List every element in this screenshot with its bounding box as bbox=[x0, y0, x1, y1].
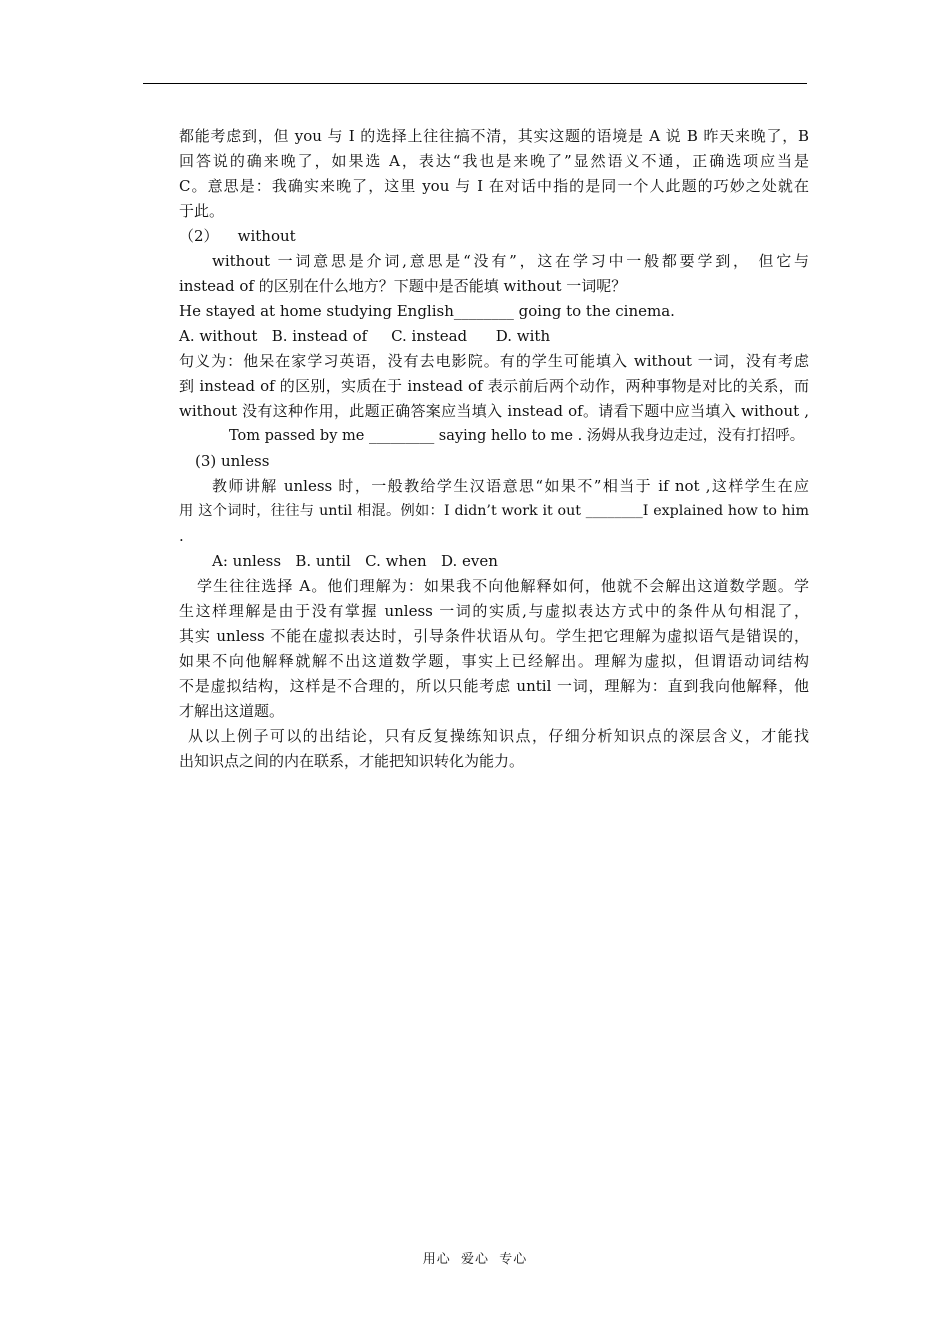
paragraph-line: 句义为：他呆在家学习英语，没有去电影院。有的学生可能填入 without 一词，没有考虑 bbox=[179, 352, 809, 370]
section-heading-without: （2） without bbox=[179, 227, 296, 245]
paragraph-line: instead of 的区别在什么地方？下题中是否能填 without 一词呢？ bbox=[179, 277, 627, 295]
paragraph-line: 出知识点之间的内在联系，才能把知识转化为能力。 bbox=[179, 752, 525, 770]
paragraph-line: C。意思是：我确实来晚了，这里 you 与 I 在对话中指的是同一个人此题的巧妙之处就在 bbox=[179, 177, 809, 195]
paragraph-line: 不是虚拟结构，这样是不合理的，所以只能考虑 until 一词，理解为：直到我向他解释，他 bbox=[179, 677, 809, 695]
document-body bbox=[179, 124, 809, 774]
question-options: A: unless B. until C. when D. even bbox=[212, 552, 498, 570]
page-footer: 用心 爱心 专心 bbox=[422, 1252, 528, 1267]
paragraph-line: 用 这个词时，往往与 until 相混。例如：I didn’t work it out ________I explained how to him bbox=[179, 503, 809, 519]
paragraph-line: 于此。 bbox=[179, 202, 225, 220]
paragraph-line: 教师讲解 unless 时，一般教给学生汉语意思“如果不”相当于 if not ,这样学生在应 bbox=[212, 477, 809, 495]
paragraph-line: 回答说的确来晚了，如果选 A，表达“我也是来晚了”显然语义不通，正确选项应当是 bbox=[179, 152, 809, 170]
section-heading-unless: (3) unless bbox=[195, 452, 270, 470]
question-sentence: He stayed at home studying English________ going to the cinema. bbox=[179, 302, 675, 320]
question-options: A. without B. instead of C. instead D. with bbox=[179, 327, 551, 345]
paragraph-line: 生这样理解是由于没有掌握 unless 一词的实质,与虚拟表达方式中的条件从句相混了， bbox=[179, 602, 809, 620]
paragraph-line: 都能考虑到，但 you 与 I 的选择上往往搞不清，其实这题的语境是 A 说 B 昨天来晚了，B bbox=[179, 127, 809, 145]
header-rule bbox=[143, 83, 807, 84]
paragraph-line: . bbox=[179, 527, 184, 545]
paragraph-line: 才解出这道题。 bbox=[179, 702, 285, 720]
paragraph-line: 如果不向他解释就解不出这道数学题，事实上已经解出。理解为虚拟，但谓语动词结构 bbox=[179, 652, 809, 670]
paragraph-line: 到 instead of 的区别，实质在于 instead of 表示前后两个动作，两种事物是对比的关系，而 bbox=[179, 377, 809, 395]
paragraph-line: without 一词意思是介词,意思是“没有”，这在学习中一般都要学到， 但它与 bbox=[212, 252, 809, 270]
question-sentence: Tom passed by me _________ saying hello to me . 汤姆从我身边走过，没有打招呼。 bbox=[229, 428, 805, 444]
paragraph-line: without 没有这种作用，此题正确答案应当填入 instead of。请看下题中应当填入 without , bbox=[179, 402, 809, 420]
paragraph-line: 其实 unless 不能在虚拟表达时，引导条件状语从句。学生把它理解为虚拟语气是错误的， bbox=[179, 627, 809, 645]
paragraph-line: 学生往往选择 A。他们理解为：如果我不向他解释如何，他就不会解出这道数学题。学 bbox=[197, 577, 809, 595]
paragraph-line: 从以上例子可以的出结论，只有反复操练知识点，仔细分析知识点的深层含义，才能找 bbox=[188, 727, 809, 745]
